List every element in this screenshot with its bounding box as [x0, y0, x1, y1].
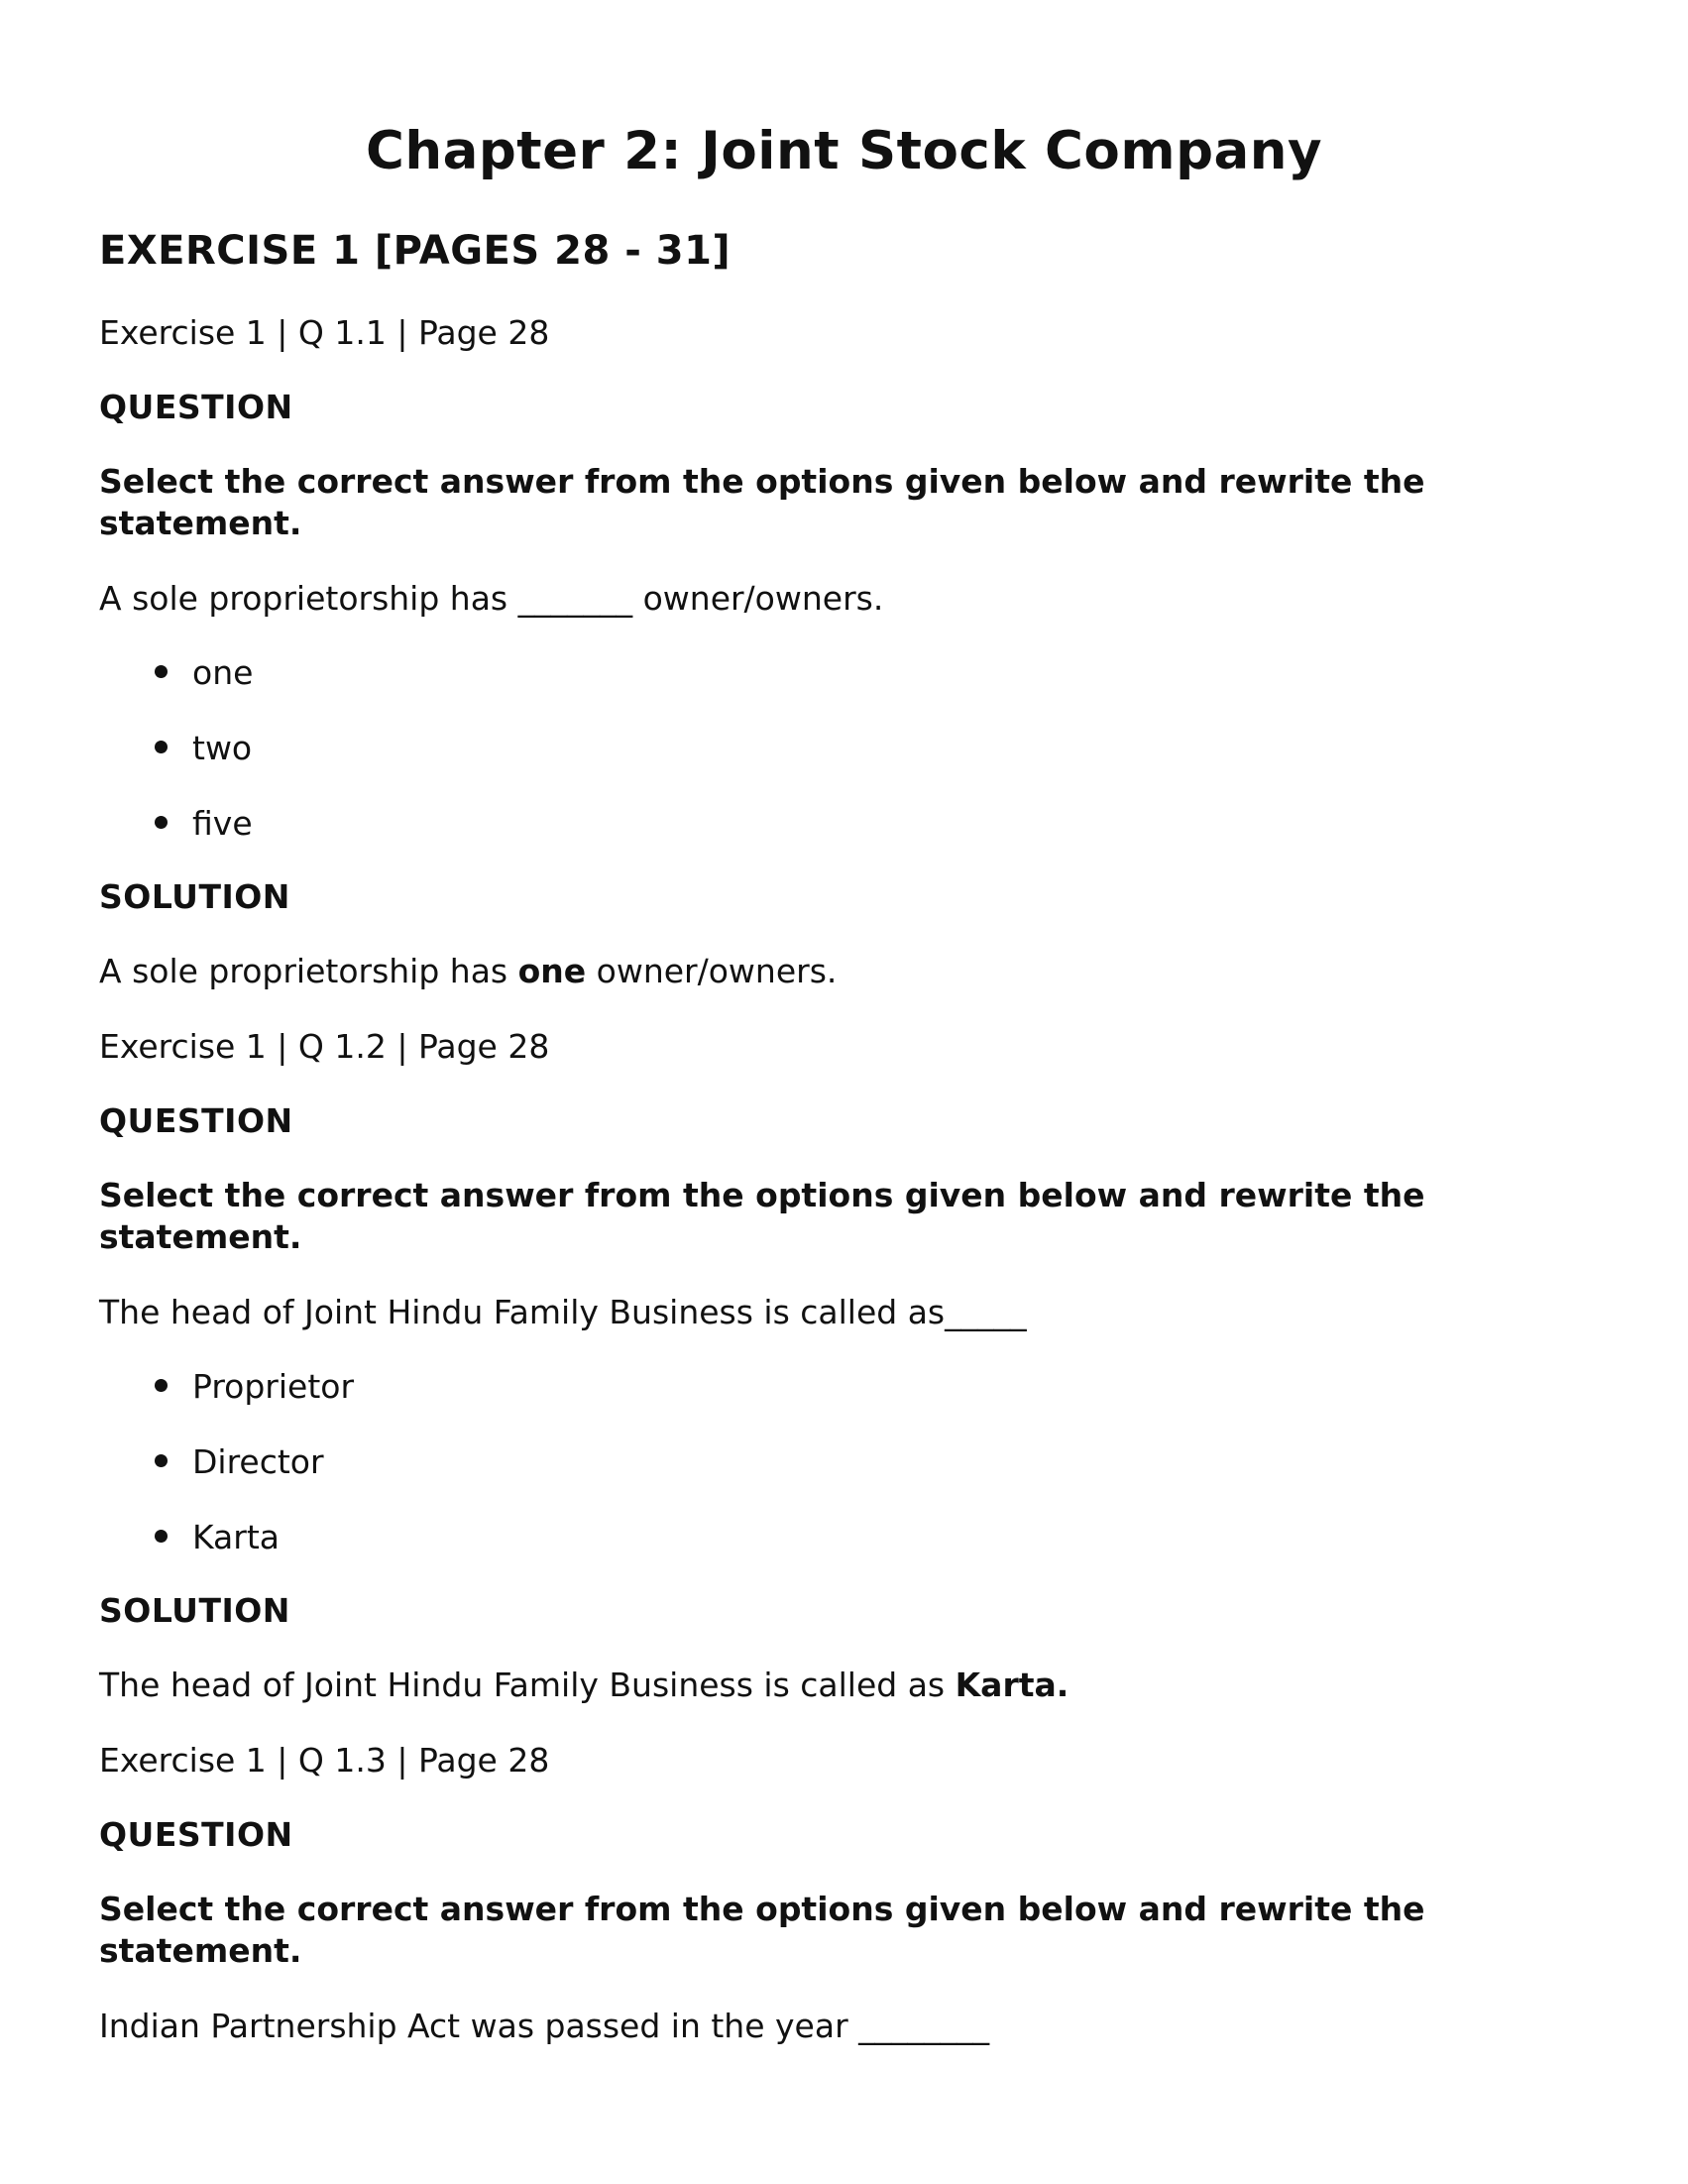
question-stem: Indian Partnership Act was passed in the year ________	[99, 2007, 990, 2045]
option-text: five	[192, 804, 253, 843]
question-instruction: Select the correct answer from the options given below and rewrite the statement.	[99, 1176, 1425, 1256]
chapter-title: Chapter 2: Joint Stock Company	[365, 121, 1323, 181]
question-reference: Exercise 1 | Q 1.1 | Page 28	[99, 313, 550, 352]
bullet-icon	[155, 741, 168, 753]
bullet-icon	[155, 665, 168, 678]
question-reference: Exercise 1 | Q 1.3 | Page 28	[99, 1741, 550, 1780]
solution-text	[99, 1664, 1069, 1707]
bullet-icon	[155, 1454, 168, 1467]
solution-label: SOLUTION	[99, 877, 290, 916]
solution-text-before: A sole proprietorship has	[99, 952, 518, 990]
option-text: two	[192, 729, 253, 767]
solution-text	[99, 950, 837, 993]
exercise-heading: EXERCISE 1 [PAGES 28 - 31]	[99, 228, 731, 274]
bullet-icon	[155, 1379, 168, 1392]
solution-text-before: The head of Joint Hindu Family Business is called as	[99, 1666, 956, 1704]
question-stem: The head of Joint Hindu Family Business is called as_____	[99, 1293, 1027, 1331]
solution-answer: one	[517, 952, 587, 990]
option-text: Director	[192, 1442, 324, 1481]
question-label: QUESTION	[99, 1815, 293, 1854]
solution-answer: Karta.	[955, 1666, 1069, 1704]
question-label: QUESTION	[99, 1101, 293, 1140]
question-instruction: Select the correct answer from the options given below and rewrite the statement.	[99, 462, 1425, 542]
solution-label: SOLUTION	[99, 1591, 290, 1630]
question-reference: Exercise 1 | Q 1.2 | Page 28	[99, 1027, 550, 1066]
bullet-icon	[155, 816, 168, 829]
question-label: QUESTION	[99, 388, 293, 426]
option-text: Karta	[192, 1518, 281, 1556]
option-text: one	[192, 653, 254, 692]
question-instruction: Select the correct answer from the options given below and rewrite the statement.	[99, 1890, 1425, 1970]
bullet-icon	[155, 1530, 168, 1543]
question-stem: A sole proprietorship has _______ owner/owners.	[99, 579, 884, 618]
solution-text-after: owner/owners.	[586, 952, 838, 990]
option-text: Proprietor	[192, 1367, 355, 1406]
